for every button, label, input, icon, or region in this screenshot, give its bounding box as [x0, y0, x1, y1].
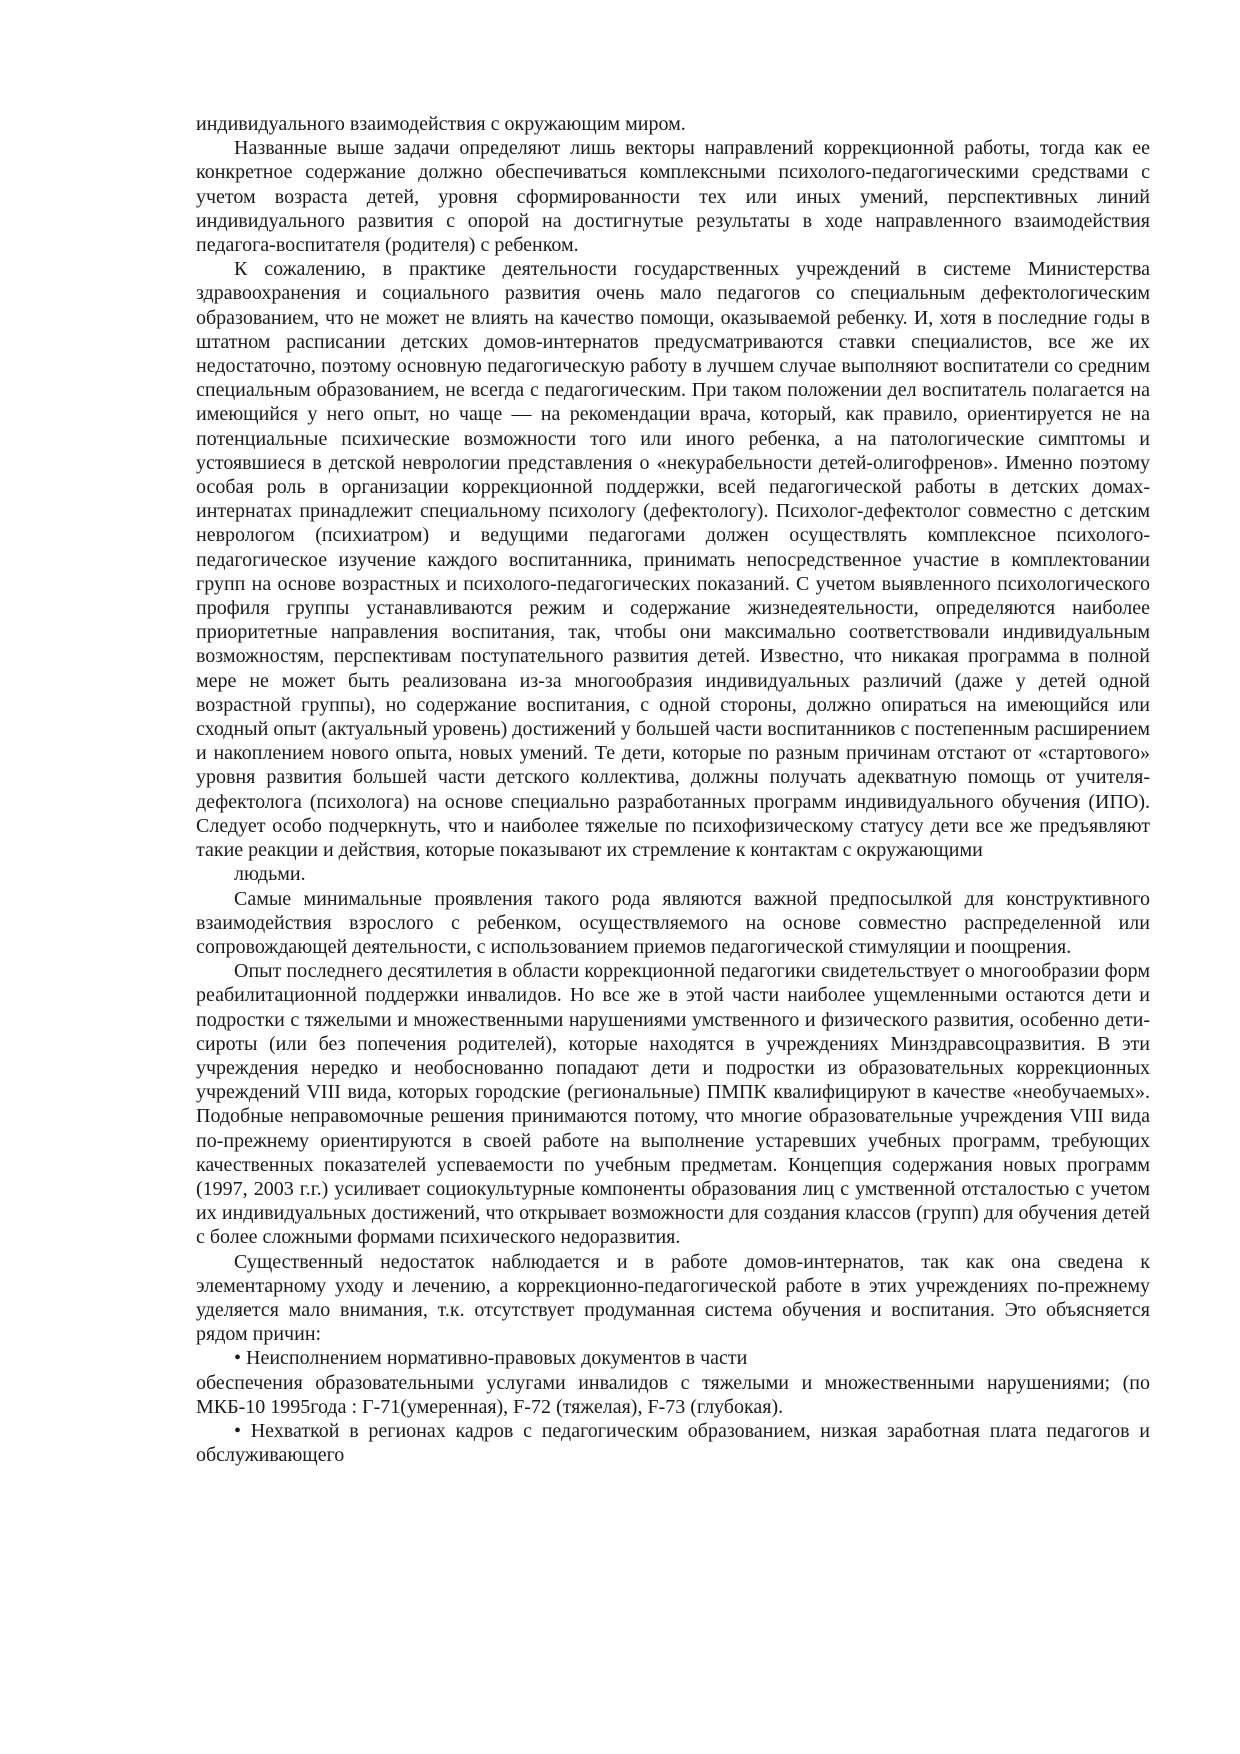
bullet-item-1: • Неисполнением нормативно-правовых документов в части — [234, 1347, 748, 1370]
paragraph-state-institutions: К сожалению, в практике деятельности государственных учреждений в системе Министерства здравоохранения и социального развития очень мало педагогов со специальным дефектологическим образованием, что не может не влиять на качество помощи, оказываемой ребенку. И, хотя в последние годы в штатном расписании детских домов-интернатов предусматриваются ставки специалистов, все же их недостаточно, поэтому основную педагогическую работу в лучшем случае выполняют воспитатели со средним специальным образованием, не всегда с педагогическим. При таком положении дел воспитатель полагается на имеющийся у него опыт, но чаще — на рекомендации врача, который, как правило, ориентируется не на потенциальные психические возможности того или иного ребенка, а на патологические симптомы и устоявшиеся в детской неврологии представления о «некурабельности детей-олигофренов». Именно поэтому особая роль в организации коррекционной поддержки, всей педагогической работы в детских домах-интернатах принадлежит специальному психологу (дефектологу). Психолог-дефектолог совместно с детским неврологом (психиатром) и ведущими педагогами должен осуществлять комплексное психолого-педагогическое изучение каждого воспитанника, принимать непосредственное участие в комплектовании групп на основе возрастных и психолого-педагогических показаний. С учетом выявленного психологического профиля группы устанавливаются режим и содержание жизнедеятельности, определяются наиболее приоритетные направления воспитания, так, чтобы они максимально соответствовали индивидуальным возможностям, перспективам поступательного развития детей. Известно, что никакая программа в полной мере не может быть реализована из-за многообразия индивидуальных различий (даже у детей одной возрастной группы), но содержание воспитания, с одной стороны, должно опираться на имеющийся или сходный опыт (актуальный уровень) достижений у большей части воспитанников с постепенным расширением и накоплением нового опыта, новых умений. Те дети, которые по разным причинам отстают от «стартового» уровня развития большей части детского коллектива, должны получать адекватную помощь от учителя-дефектолога (психолога) на основе специально разработанных программ индивидуального обучения (ИПО). Следует особо подчеркнуть, что и наиболее тяжелые по психофизическому статусу дети все же предъявляют такие реакции и действия, которые показывают их стремление к контактам с окружающими — [196, 258, 1150, 862]
paragraph-people: людьми. — [234, 863, 306, 886]
paragraph-minimal-manifestations: Самые минимальные проявления такого рода являются важной предпосылкой для конструктивного взаимодействия взрослого с ребенком, осуществляемого на основе совместно распределенной или сопровождающей деятельности, с использованием приемов педагогической стимуляции и поощрения. — [196, 887, 1150, 958]
bullet-item-1-continuation: обеспечения образовательными услугами инвалидов с тяжелыми и множественными нарушениями; (по МКБ-10 1995года : Г-71(умеренная), F-72 (тяжелая), F-73 (глубокая). — [196, 1371, 1150, 1418]
document-page — [196, 112, 1150, 1467]
paragraph-continuation: индивидуального взаимодействия с окружающим миром. — [196, 113, 686, 135]
paragraph-experience: Опыт последнего десятилетия в области коррекционной педагогики свидетельствует о многообразии форм реабилитационной поддержки инвалидов. Но все же в этой части наиболее ущемленными остаются дети и подростки с тяжелыми и множественными нарушениями умственного и физического развития, особенно дети-сироты (или без попечения родителей), которые находятся в учреждениях Минздравсоцразвития. В эти учреждения нередко и необоснованно попадают дети и подростки из образовательных коррекционных учреждений VIII вида, которых городские (региональные) ПМПК квалифицируют в качестве «необучаемых». Подобные неправомочные решения принимаются потому, что многие образовательные учреждения VIII вида по-прежнему ориентируются в своей работе на выполнение устаревших учебных программ, требующих качественных показателей успеваемости по учебным предметам. Концепция содержания новых программ (1997, 2003 г.г.) усиливает социокультурные компоненты образования лиц с умственной отсталостью с учетом их индивидуальных достижений, что открывает возможности для создания классов (групп) для обучения детей с более сложными формами психического недоразвития. — [196, 960, 1150, 1249]
bullet-item-2: • Нехваткой в регионах кадров с педагогическим образованием, низкая заработная плата педагогов и обслуживающего — [196, 1419, 1150, 1467]
paragraph-shortcoming: Существенный недостаток наблюдается и в работе домов-интернатов, так как она сведена к элементарному уходу и лечению, а коррекционно-педагогической работе в этих учреждениях по-прежнему уделяется мало внимания, т.к. отсутствует продуманная система обучения и воспитания. Это объясняется рядом причин: — [196, 1250, 1150, 1346]
paragraph-tasks: Названные выше задачи определяют лишь векторы направлений коррекционной работы, тогда как ее конкретное содержание должно обеспечиваться комплексными психолого-педагогическими средствами с учетом возраста детей, уровня сформированности тех или иных умений, перспективных линий индивидуального развития с опорой на достигнутые результаты в ходе направленного взаимодействия педагога-воспитателя (родителя) с ребенком. — [196, 137, 1150, 257]
